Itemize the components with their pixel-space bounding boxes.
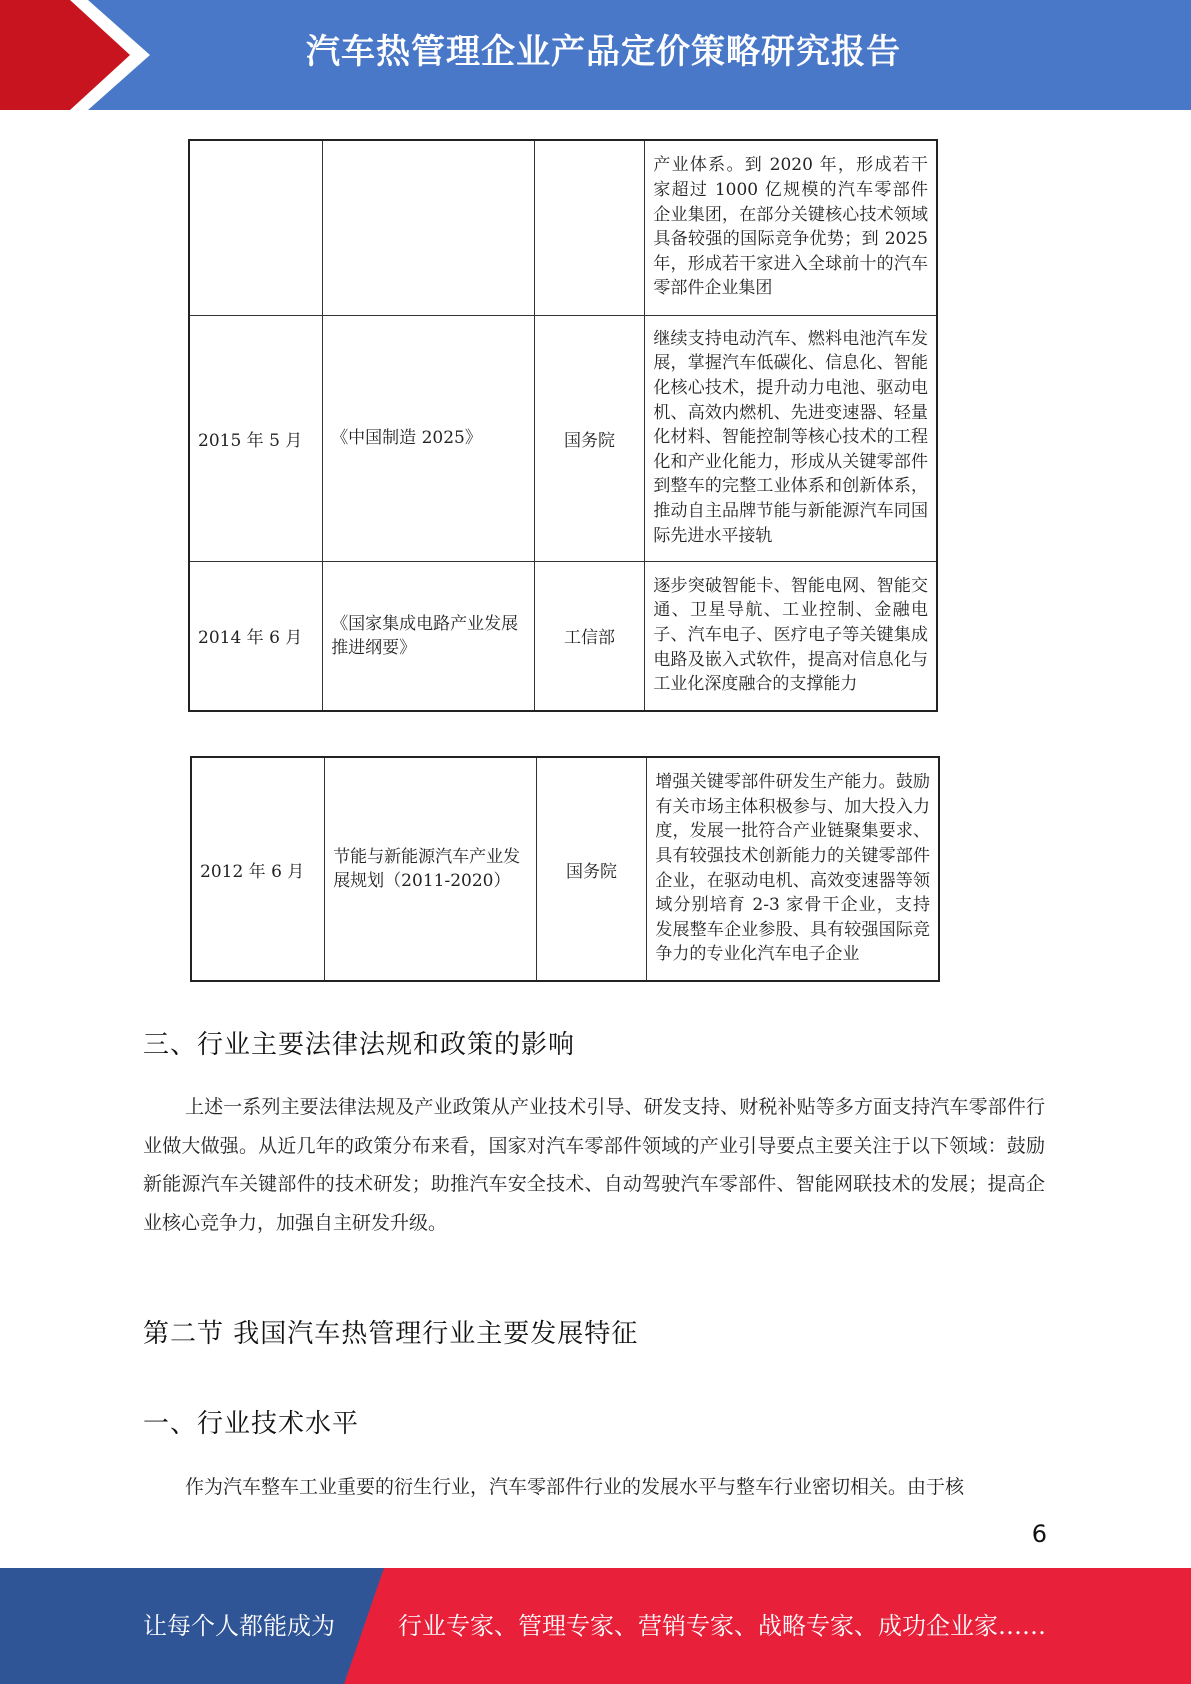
policy-desc: 增强关键零部件研发生产能力。鼓励有关市场主体积极参与、加大投入力度，发展一批符合产业链聚集要求、具有较强技术创新能力的关键零部件企业，在驱动电机、高效变速器等领域分别培育 2-3 家骨干企业，支持发展整车企业参股、具有较强国际竞争力的专业化汽车电子企业 bbox=[647, 757, 939, 981]
policy-table-1 bbox=[188, 139, 938, 712]
table-row bbox=[189, 140, 937, 315]
policy-date bbox=[189, 140, 323, 315]
policy-date: 2014 年 6 月 bbox=[189, 561, 323, 711]
report-title: 汽车热管理企业产品定价策略研究报告 bbox=[306, 32, 901, 72]
policy-org: 国务院 bbox=[536, 757, 647, 981]
page-footer bbox=[0, 1568, 1191, 1684]
policy-org: 工信部 bbox=[534, 561, 645, 711]
footer-slogan-right: 行业专家、管理专家、营销专家、战略专家、成功企业家…… bbox=[398, 1612, 1046, 1640]
policy-name bbox=[323, 140, 535, 315]
policy-org bbox=[534, 140, 645, 315]
policy-date: 2012 年 6 月 bbox=[191, 757, 325, 981]
chapter-section-heading: 第二节 我国汽车热管理行业主要发展特征 bbox=[143, 1319, 639, 1349]
policy-desc: 逐步突破智能卡、智能电网、智能交通、卫星导航、工业控制、金融电子、汽车电子、医疗电子等关键集成电路及嵌入式软件，提高对信息化与工业化深度融合的支撑能力 bbox=[645, 561, 937, 711]
page-header bbox=[0, 0, 1191, 110]
table-row bbox=[189, 315, 937, 561]
policy-org: 国务院 bbox=[534, 315, 645, 561]
section-paragraph: 上述一系列主要法律法规及产业政策从产业技术引导、研发支持、财税补贴等多方面支持汽车零部件行业做大做强。从近几年的政策分布来看，国家对汽车零部件领域的产业引导要点主要关注于以下领域：鼓励新能源汽车关键部件的技术研发；助推汽车安全技术、自动驾驶汽车零部件、智能网联技术的发展；提高企业核心竞争力，加强自主研发升级。 bbox=[143, 1096, 1045, 1234]
page-number: 6 bbox=[1031, 1520, 1047, 1548]
policy-name: 《中国制造 2025》 bbox=[323, 315, 535, 561]
subsection-heading: 一、行业技术水平 bbox=[143, 1409, 360, 1439]
table-row bbox=[189, 561, 937, 711]
footer-slogan-left: 让每个人都能成为 bbox=[143, 1612, 335, 1640]
policy-name: 节能与新能源汽车产业发展规划（2011-2020） bbox=[325, 757, 537, 981]
policy-table-2 bbox=[190, 756, 940, 982]
policy-desc: 继续支持电动汽车、燃料电池汽车发展，掌握汽车低碳化、信息化、智能化核心技术，提升动力电池、驱动电机、高效内燃机、先进变速器、轻量化材料、智能控制等核心技术的工程化和产业化能力，形成从关键零部件到整车的完整工业体系和创新体系，推动自主品牌节能与新能源汽车同国际先进水平接轨 bbox=[645, 315, 937, 561]
policy-name: 《国家集成电路产业发展推进纲要》 bbox=[323, 561, 535, 711]
subsection-paragraph: 作为汽车整车工业重要的衍生行业，汽车零部件行业的发展水平与整车行业密切相关。由于核 bbox=[185, 1476, 965, 1498]
policy-date: 2015 年 5 月 bbox=[189, 315, 323, 561]
policy-desc: 产业体系。到 2020 年，形成若干家超过 1000 亿规模的汽车零部件企业集团，在部分关键核心技术领域具备较强的国际竞争优势；到 2025 年，形成若干家进入全球前十的汽车零部件企业集团 bbox=[645, 140, 937, 315]
section-heading: 三、行业主要法律法规和政策的影响 bbox=[143, 1030, 576, 1060]
table-row bbox=[191, 757, 939, 981]
